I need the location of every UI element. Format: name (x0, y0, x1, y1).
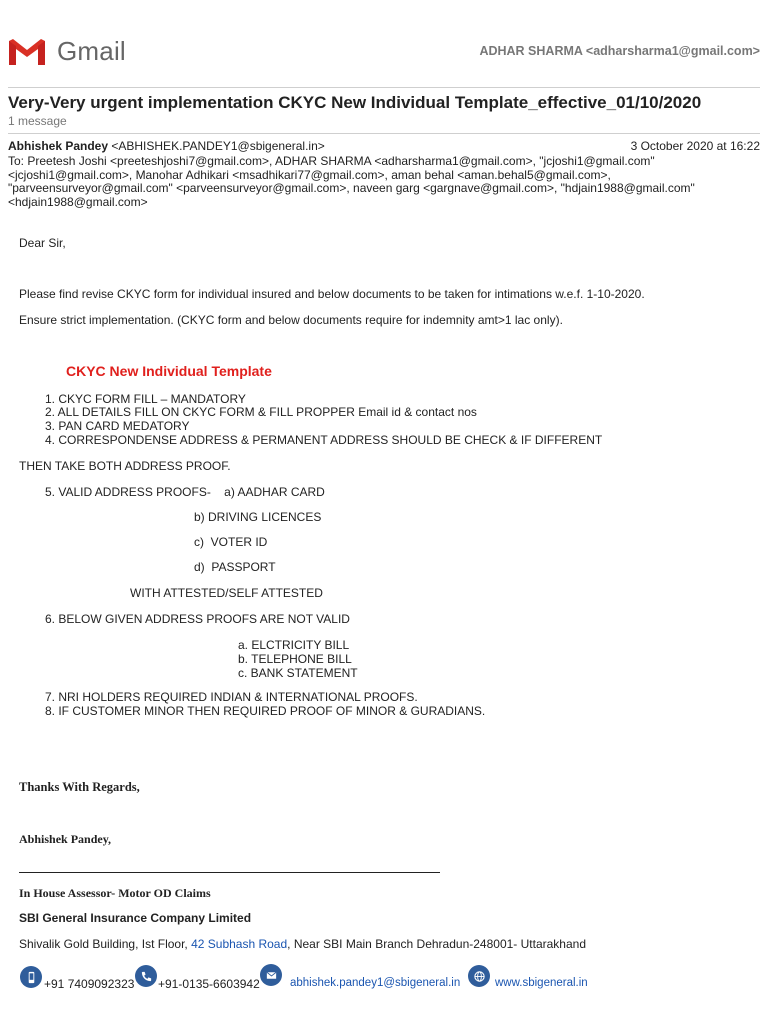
phone-number: +91-0135-6603942 (158, 977, 260, 991)
recipients-line-2: <jcjoshi1@gmail.com>, Manohar Adhikari <msadhikari77@gmail.com>, aman behal <aman.behal5@gmail.com>, (8, 168, 611, 182)
email-date: 3 October 2020 at 16:22 (630, 139, 760, 153)
account-label: ADHAR SHARMA <adharsharma1@gmail.com> (479, 44, 760, 58)
greeting: Dear Sir, (19, 236, 66, 250)
address-text: , Near SBI Main Branch Dehradun-248001- Uttarakhand (287, 937, 586, 951)
company-name: SBI General Insurance Company Limited (19, 911, 252, 925)
recipients-line-4: <hdjain1988@gmail.com> (8, 195, 148, 209)
body-paragraph-1: Please find revise CKYC form for individual insured and below documents to be taken for intimations w.e.f. 1-10-2020. (19, 287, 645, 301)
email-subject: Very-Very urgent implementation CKYC New Individual Template_effective_01/10/2020 (8, 93, 702, 112)
message-count: 1 message (8, 114, 67, 128)
gmail-logo-text: Gmail (57, 36, 126, 66)
email-icon (260, 964, 282, 986)
regards: Thanks With Regards, (19, 780, 140, 794)
recipients-line-1: To: Preetesh Joshi <preeteshjoshi7@gmail.com>, ADHAR SHARMA <adharsharma1@gmail.com>, "jcjoshi1@gmail.com" (8, 154, 655, 168)
list-item: 5. VALID ADDRESS PROOFS- a) AADHAR CARD (45, 485, 325, 499)
signature-divider (19, 872, 440, 873)
website-link[interactable]: www.sbigeneral.in (495, 977, 588, 989)
email-link[interactable]: abhishek.pandey1@sbigeneral.in (290, 977, 461, 989)
address-link[interactable]: 42 Subhash Road (191, 937, 288, 951)
company-address (19, 937, 586, 951)
mobile-icon (20, 966, 42, 988)
signature-name: Abhishek Pandey, (19, 832, 112, 846)
list-subitem: a. ELCTRICITY BILL (238, 638, 350, 652)
list-item-continuation: THEN TAKE BOTH ADDRESS PROOF. (19, 459, 231, 473)
list-subitem: c. BANK STATEMENT (238, 666, 358, 680)
list-item: 3. PAN CARD MEDATORY (45, 419, 190, 433)
list-subitem: c) VOTER ID (194, 535, 268, 549)
list-subitem: b) DRIVING LICENCES (194, 510, 322, 524)
sender-line (8, 139, 325, 153)
list-item: 2. ALL DETAILS FILL ON CKYC FORM & FILL PROPPER Email id & contact nos (45, 405, 477, 419)
body-paragraph-2: Ensure strict implementation. (CKYC form and below documents require for indemnity amt>1 lac only). (19, 313, 563, 327)
ckyc-template-title: CKYC New Individual Template (66, 363, 272, 379)
subject-divider (8, 133, 760, 134)
list-subitem: b. TELEPHONE BILL (238, 652, 352, 666)
sender-name: Abhishek Pandey (8, 139, 109, 153)
globe-icon (468, 965, 490, 987)
list-item: 7. NRI HOLDERS REQUIRED INDIAN & INTERNATIONAL PROOFS. (45, 690, 418, 704)
sender-email[interactable]: <ABHISHEK.PANDEY1@sbigeneral.in> (111, 139, 325, 153)
list-subitem: d) PASSPORT (194, 560, 276, 574)
address-text: Shivalik Gold Building, Ist Floor, (19, 937, 192, 951)
mobile-number: +91 7409092323 (44, 977, 135, 991)
list-item: 4. CORRESPONDENSE ADDRESS & PERMANENT ADDRESS SHOULD BE CHECK & IF DIFFERENT (45, 433, 603, 447)
list-item: 6. BELOW GIVEN ADDRESS PROOFS ARE NOT VALID (45, 612, 350, 626)
header-divider (8, 87, 760, 88)
attested-note: WITH ATTESTED/SELF ATTESTED (130, 586, 323, 600)
gmail-logo-icon (7, 37, 47, 67)
signature-title: In House Assessor- Motor OD Claims (19, 886, 211, 900)
list-item: 8. IF CUSTOMER MINOR THEN REQUIRED PROOF OF MINOR & GURADIANS. (45, 704, 486, 718)
list-item: 1. CKYC FORM FILL – MANDATORY (45, 392, 246, 406)
phone-icon (135, 965, 157, 987)
recipients-line-3: "parveensurveyor@gmail.com" <parveensurveyor@gmail.com>, naveen garg <gargnave@gmail.com>, "hdjain1988@gmail.com" (8, 181, 695, 195)
